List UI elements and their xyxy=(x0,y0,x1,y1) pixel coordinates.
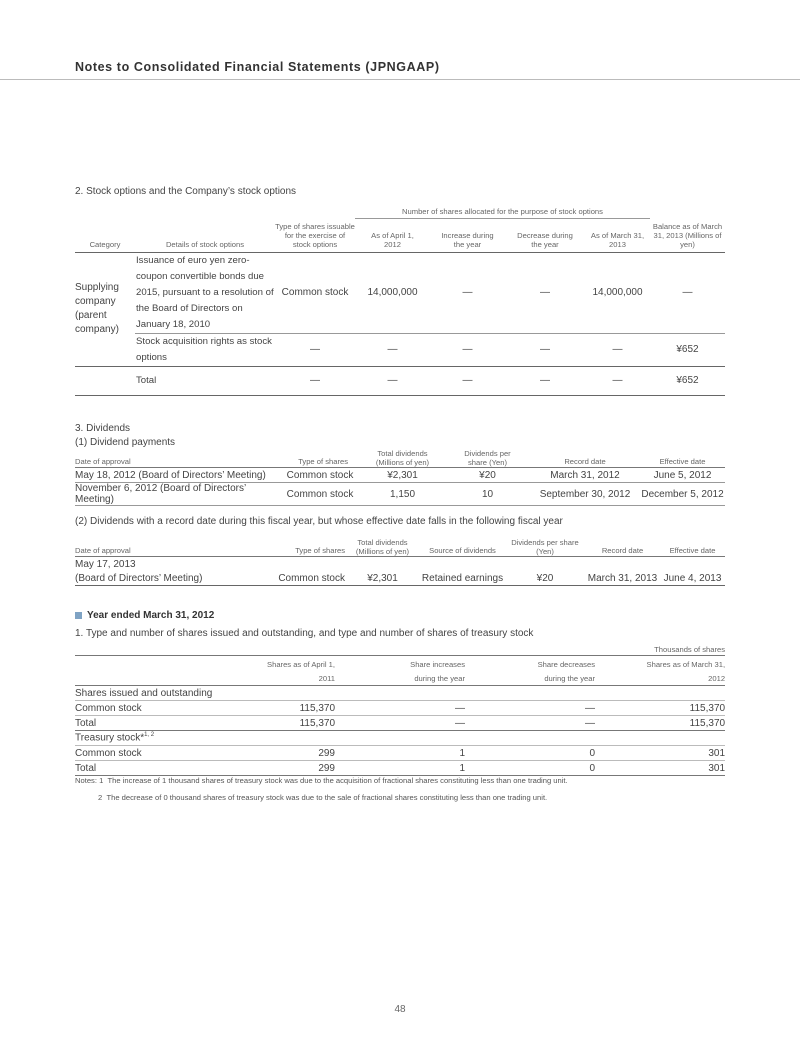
dividend-payments-table xyxy=(75,449,725,506)
table-row xyxy=(75,746,725,761)
shares-table xyxy=(75,645,725,776)
details-cell: Issuance of euro yen zero-coupon convertible bonds due 2015, pursuant to a resolution of the Board of Directors on January 18, 2010 xyxy=(135,252,275,333)
balance-cell: ¥652 xyxy=(650,366,725,395)
notes-prefix: Notes: xyxy=(75,776,97,785)
dividend-payments-subtitle: (1) Dividend payments xyxy=(75,437,176,448)
april-cell: — xyxy=(355,366,430,395)
type-cell: Common stock xyxy=(275,571,345,586)
category-cell: Supplying company (parent company) xyxy=(75,252,135,366)
square-bullet-icon xyxy=(75,612,82,619)
header-rule xyxy=(0,79,800,80)
note-text: The decrease of 0 thousand shares of treasury stock was due to the sale of fractional shares constituting less than one trading unit. xyxy=(106,793,548,802)
col-source: Source of dividends xyxy=(420,538,505,557)
table-row xyxy=(75,468,725,483)
stock-options-table xyxy=(75,207,725,396)
pershare-cell: ¥20 xyxy=(445,468,530,483)
col-effective: Effective date xyxy=(660,538,725,557)
decrease-cell: — xyxy=(505,366,585,395)
treasury-footnote-ref: 1, 2 xyxy=(144,732,155,739)
april-cell: — xyxy=(355,333,430,366)
col-april: Shares as of April 1, xyxy=(267,660,335,669)
date-cell: May 18, 2012 (Board of Directors’ Meeting) xyxy=(75,468,280,483)
balance-cell: — xyxy=(650,252,725,333)
date-cell: May 17, 2013 xyxy=(75,558,136,570)
section-stock-options-title: 2. Stock options and the Company’s stock options xyxy=(75,186,297,197)
dec-cell: 0 xyxy=(465,746,595,761)
march-cell: 301 xyxy=(595,746,725,761)
label-cell: Total xyxy=(75,761,205,776)
year-section-heading xyxy=(75,610,214,621)
col-decrease: Decrease during the year xyxy=(505,219,585,253)
following-year-dividends-subtitle: (2) Dividends with a record date during this fiscal year, but whose effective date falls in the following fiscal year xyxy=(75,516,563,527)
col-date: Date of approval xyxy=(75,538,275,557)
col-record: Record date xyxy=(585,538,660,557)
col-category: Category xyxy=(75,219,135,253)
col-decrease: Share decreases xyxy=(537,660,595,669)
table-row xyxy=(75,731,725,746)
dec-cell: — xyxy=(465,701,595,716)
shares-subtitle: 1. Type and number of shares issued and outstanding, and type and number of shares of treasury stock xyxy=(75,628,534,639)
footnotes xyxy=(75,772,568,806)
source-cell: Retained earnings xyxy=(421,572,504,584)
col-pershare: Dividends per share (Yen) xyxy=(445,449,530,468)
table-row xyxy=(75,686,725,701)
table-row xyxy=(75,701,725,716)
march-cell: 115,370 xyxy=(595,716,725,731)
col-type: Type of shares xyxy=(280,449,360,468)
following-year-dividends-table xyxy=(75,538,725,586)
footnote-2 xyxy=(75,789,568,806)
increase-cell: — xyxy=(430,252,505,333)
total-cell: ¥2,301 xyxy=(360,468,445,483)
type-cell: — xyxy=(275,366,355,395)
dec-cell: 0 xyxy=(465,761,595,776)
record-cell: March 31, 2013 xyxy=(585,571,660,586)
inc-cell: 1 xyxy=(335,746,465,761)
col-date: Date of approval xyxy=(75,449,280,468)
col-march-year: 2012 xyxy=(595,669,725,686)
col-type: Type of shares issuable for the exercise of stock options xyxy=(275,219,355,253)
march-cell: 301 xyxy=(595,761,725,776)
label-cell: Total xyxy=(75,716,205,731)
col-increase: Increase during the year xyxy=(430,219,505,253)
treasury-label xyxy=(75,731,725,746)
note-number: 1 xyxy=(99,776,104,785)
record-cell: September 30, 2012 xyxy=(530,483,640,506)
section-dividends-title: 3. Dividends xyxy=(75,423,131,434)
group-header: Number of shares allocated for the purpose of stock options xyxy=(355,207,650,219)
april-cell: 115,370 xyxy=(205,701,335,716)
col-increase-2: during the year xyxy=(335,669,465,686)
decrease-cell: — xyxy=(505,333,585,366)
inc-cell: 1 xyxy=(335,761,465,776)
april-cell: 299 xyxy=(205,761,335,776)
inc-cell: — xyxy=(335,716,465,731)
label-cell: Common stock xyxy=(75,746,205,761)
table-row xyxy=(75,483,725,506)
total-cell: 1,150 xyxy=(360,483,445,506)
table-row xyxy=(75,557,725,572)
table-row xyxy=(75,333,725,366)
col-april-year: 2011 xyxy=(205,669,335,686)
march-cell: 115,370 xyxy=(595,701,725,716)
pershare-cell: ¥20 xyxy=(505,571,585,586)
col-march: Shares as of March 31, xyxy=(646,660,726,669)
date-cell-2: (Board of Directors’ Meeting) xyxy=(75,571,275,586)
col-increase: Share increases xyxy=(410,660,465,669)
page-title: Notes to Consolidated Financial Statements (JPNGAAP) xyxy=(75,60,440,74)
note-text: The increase of 1 thousand shares of treasury stock was due to the acquisition of fractional shares constituting less than one trading unit. xyxy=(107,776,568,785)
april-cell: 14,000,000 xyxy=(355,252,430,333)
treasury-label-text: Treasury stock* xyxy=(75,732,145,744)
march-cell: — xyxy=(585,333,650,366)
type-cell: Common stock xyxy=(280,483,360,506)
effective-cell: December 5, 2012 xyxy=(640,483,725,506)
footnote-1 xyxy=(75,772,568,789)
record-cell: March 31, 2012 xyxy=(530,468,640,483)
total-cell: ¥2,301 xyxy=(345,571,420,586)
increase-cell: — xyxy=(430,366,505,395)
col-pershare: Dividends per share (Yen) xyxy=(505,538,585,557)
increase-cell: — xyxy=(430,333,505,366)
type-cell: Common stock xyxy=(280,468,360,483)
col-details: Details of stock options xyxy=(135,219,275,253)
table-row-total xyxy=(75,366,725,395)
page-header xyxy=(0,0,800,80)
label-cell: Common stock xyxy=(75,701,205,716)
col-total: Total dividends (Millions of yen) xyxy=(345,538,420,557)
april-cell: 115,370 xyxy=(205,716,335,731)
col-april: As of April 1, 2012 xyxy=(355,219,430,253)
table-row xyxy=(75,571,725,586)
details-cell: Total xyxy=(135,366,275,395)
type-cell: — xyxy=(275,333,355,366)
march-cell: 14,000,000 xyxy=(585,252,650,333)
col-type: Type of shares xyxy=(275,538,345,557)
effective-cell: June 4, 2013 xyxy=(660,571,725,586)
note-number: 2 xyxy=(98,793,103,802)
inc-cell: — xyxy=(335,701,465,716)
dec-cell: — xyxy=(465,716,595,731)
decrease-cell: — xyxy=(505,252,585,333)
table-row xyxy=(75,252,725,333)
col-record: Record date xyxy=(530,449,640,468)
balance-cell: ¥652 xyxy=(650,333,725,366)
table-row-total xyxy=(75,716,725,731)
date-cell: November 6, 2012 (Board of Directors’ Meeting) xyxy=(75,483,280,506)
unit-label: Thousands of shares xyxy=(75,645,725,656)
col-balance: Balance as of March 31, 2013 (Millions of yen) xyxy=(650,219,725,253)
page-number: 48 xyxy=(394,1004,406,1015)
april-cell: 299 xyxy=(205,746,335,761)
col-march: As of March 31, 2013 xyxy=(585,219,650,253)
issued-label: Shares issued and outstanding xyxy=(75,686,725,701)
pershare-cell: 10 xyxy=(445,483,530,506)
col-decrease-2: during the year xyxy=(465,669,595,686)
col-effective: Effective date xyxy=(640,449,725,468)
details-cell: Stock acquisition rights as stock options xyxy=(135,333,275,366)
col-total: Total dividends (Millions of yen) xyxy=(360,449,445,468)
march-cell: — xyxy=(585,366,650,395)
year-heading-text: Year ended March 31, 2012 xyxy=(87,610,215,621)
type-cell: Common stock xyxy=(275,252,355,333)
effective-cell: June 5, 2012 xyxy=(640,468,725,483)
